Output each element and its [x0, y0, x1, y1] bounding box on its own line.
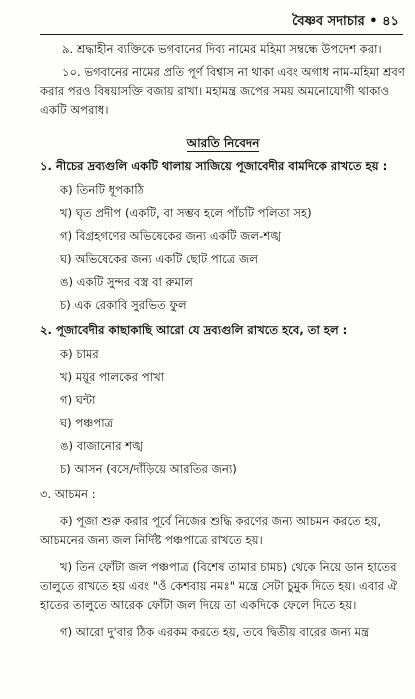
achaman-heading: ৩. আচমন :: [40, 487, 96, 501]
list-item: ঙ) একটি সুন্দর বস্ত্র বা রুমাল: [60, 275, 193, 289]
section-title-text: আরতি নিবেদন: [186, 136, 260, 150]
list-item: ঘ) অভিষেকের জন্য একটি ছোট পাত্রে জল: [60, 252, 259, 266]
achaman-step-ka: ক) পূজা শুরু করার পূর্বে নিজের শুদ্ধি করণের জন্য আচমন করতে হয়, আচমনের জন্য জল নির্দিষ্ট পঞ্চপাত্রে রাখতে হয়।: [40, 514, 382, 547]
list-item: গ) বিগ্রহগণের অভিষেকের জন্য একটি জল-শঙ্খ: [60, 229, 282, 243]
offense-9-paragraph: ৯. শ্রদ্ধাহীন ব্যক্তিকে ভগবানের দিব্য নামের মহিমা সম্বন্ধে উপদেশ করা।: [62, 42, 382, 56]
list1-items: [40, 179, 406, 317]
list-item: চ) এক রেকাবি সুরভিত ফুল: [60, 298, 187, 312]
list-item: চ) আসন (বসে/দাঁড়িয়ে আরতির জন্য): [60, 462, 237, 476]
list2-items: [40, 343, 406, 481]
list-item: ঙ) বাজানোর শঙ্খ: [60, 439, 144, 453]
section-title: [40, 134, 406, 153]
page-body: [40, 40, 406, 642]
running-head: বৈষ্ণব সদাচার • ৪১: [292, 14, 399, 29]
list-item: গ) ঘন্টা: [60, 393, 96, 407]
list-item: ক) তিনটি ধূপকাঠি: [60, 183, 144, 197]
list-item: খ) ময়ূর পালকের পাখা: [60, 370, 165, 384]
list-item: খ) ঘৃত প্রদীপ (একটি, বা সম্ভব হলে পাঁচটি পলিতা সহ): [60, 206, 312, 220]
offense-10-paragraph: ১০. ভগবানের নামের প্রতি পূর্ণ বিশ্বাস না থাকা এবং অগাধ নাম-মহিমা শ্রবণ করার পরও বিষয়াসক্তি বজায় রাখা। মহামন্ত্র জপের সময় অমনোযোগী থাকাও একটি অপরাধ।: [40, 65, 405, 117]
list2-heading: ২. পূজাবেদীর কাছাকাছি আরো যে দ্রব্যগুলি রাখতে হবে, তা হল :: [40, 323, 348, 337]
list1-heading: ১. নীচের দ্রব্যগুলি একটি থালায় সাজিয়ে পূজাবেদীর বামদিকে রাখতে হয় :: [40, 159, 388, 173]
list-item: ঘ) পঞ্চপাত্র: [60, 416, 114, 430]
achaman-step-kha: খ) তিন ফোঁটা জল পঞ্চপাত্র (বিশেষ তামার চামচ) থেকে নিয়ে ডান হাতের তালুতে রাখতে হয় এবং "ওঁ কেশবায় নমঃ" মন্ত্রে সেটা চুমুক দিতে হয়। এবার ঐ হাতের তালুতে আরেক ফোঁটা জল দিয়ে তা একদিকে ফেলে দিতে হয়।: [40, 560, 398, 612]
achaman-step-ga: গ) আরো দু'বার ঠিক এরকম করতে হয়, তবে দ্বিতীয় বারের জন্য মন্ত্র: [60, 625, 370, 639]
list-item: ক) চামর: [60, 347, 99, 361]
page-header: [40, 8, 403, 35]
